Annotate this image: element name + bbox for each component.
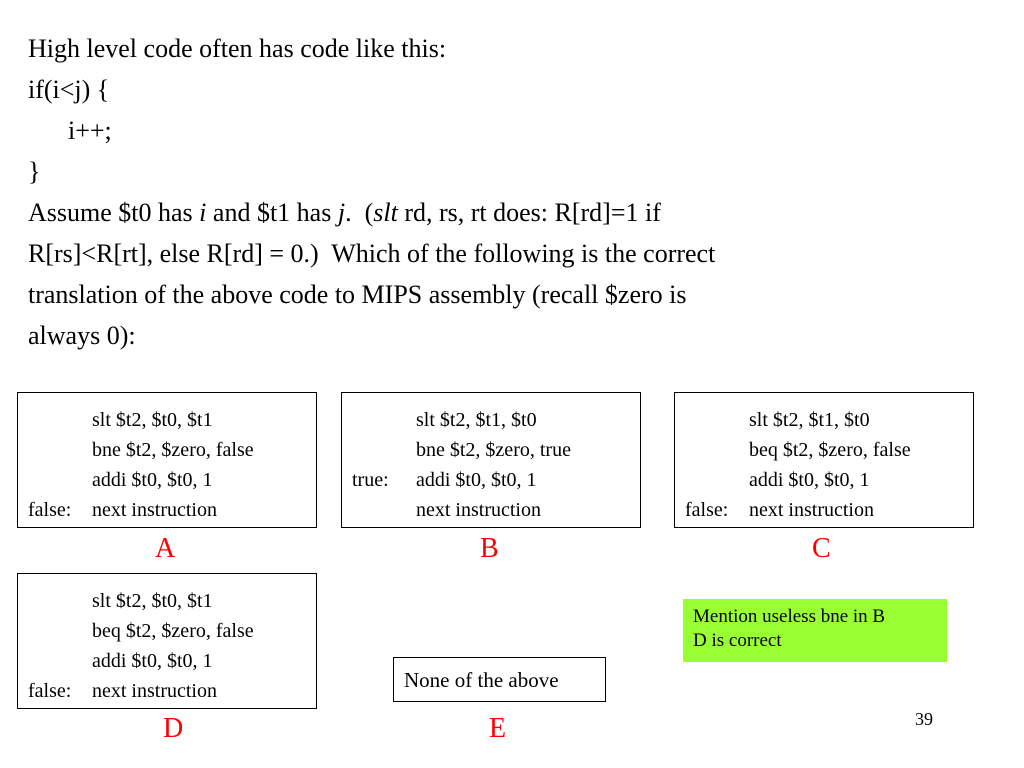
note-line-1: Mention useless bne in B xyxy=(693,606,886,627)
slide-number: 39 xyxy=(915,709,933,729)
code-row: slt $t2, $t0, $t1 xyxy=(92,590,213,612)
code-row: slt $t2, $t1, $t0 xyxy=(749,409,870,431)
option-c-letter: C xyxy=(812,533,831,564)
question-line-7: translation of the above code to MIPS assembly (recall $zero is xyxy=(28,280,687,309)
code-row: beq $t2, $zero, false xyxy=(749,439,911,461)
code-row: bne $t2, $zero, true xyxy=(416,439,571,461)
question-text xyxy=(28,28,988,356)
question-line-8: always 0): xyxy=(28,321,136,350)
code-row: true: addi $t0, $t0, 1 xyxy=(352,469,537,491)
option-d-box[interactable] xyxy=(17,573,317,709)
code-row: false: next instruction xyxy=(685,499,874,521)
option-b-box[interactable] xyxy=(341,392,641,528)
code-row: bne $t2, $zero, false xyxy=(92,439,254,461)
code-row: false: next instruction xyxy=(28,680,217,702)
option-a-box[interactable] xyxy=(17,392,317,528)
question-line-6: R[rs]<R[rt], else R[rd] = 0.) Which of the following is the correct xyxy=(28,239,716,268)
note-line-2: D is correct xyxy=(693,630,782,651)
option-e-letter: E xyxy=(489,713,507,744)
instructor-note xyxy=(683,599,947,662)
option-d-letter: D xyxy=(163,713,184,744)
option-e-box[interactable]: None of the above xyxy=(393,657,606,702)
option-b-letter: B xyxy=(480,533,499,564)
code-row: slt $t2, $t0, $t1 xyxy=(92,409,213,431)
code-if-line: if(i<j) { xyxy=(28,75,110,104)
code-row: addi $t0, $t0, 1 xyxy=(749,469,870,491)
code-close-brace: } xyxy=(28,157,41,186)
option-a-letter: A xyxy=(155,533,176,564)
code-row: slt $t2, $t1, $t0 xyxy=(416,409,537,431)
question-line-assume: Assume $t0 has i and $t1 has j. (slt rd, rs, rt does: R[rd]=1 if xyxy=(28,198,661,227)
code-row: addi $t0, $t0, 1 xyxy=(92,650,213,672)
code-increment-line: i++; xyxy=(68,116,112,145)
code-row: next instruction xyxy=(416,499,541,521)
option-c-box[interactable] xyxy=(674,392,974,528)
question-line-1: High level code often has code like this: xyxy=(28,34,447,63)
code-row: beq $t2, $zero, false xyxy=(92,620,254,642)
code-row: addi $t0, $t0, 1 xyxy=(92,469,213,491)
code-row: false: next instruction xyxy=(28,499,217,521)
